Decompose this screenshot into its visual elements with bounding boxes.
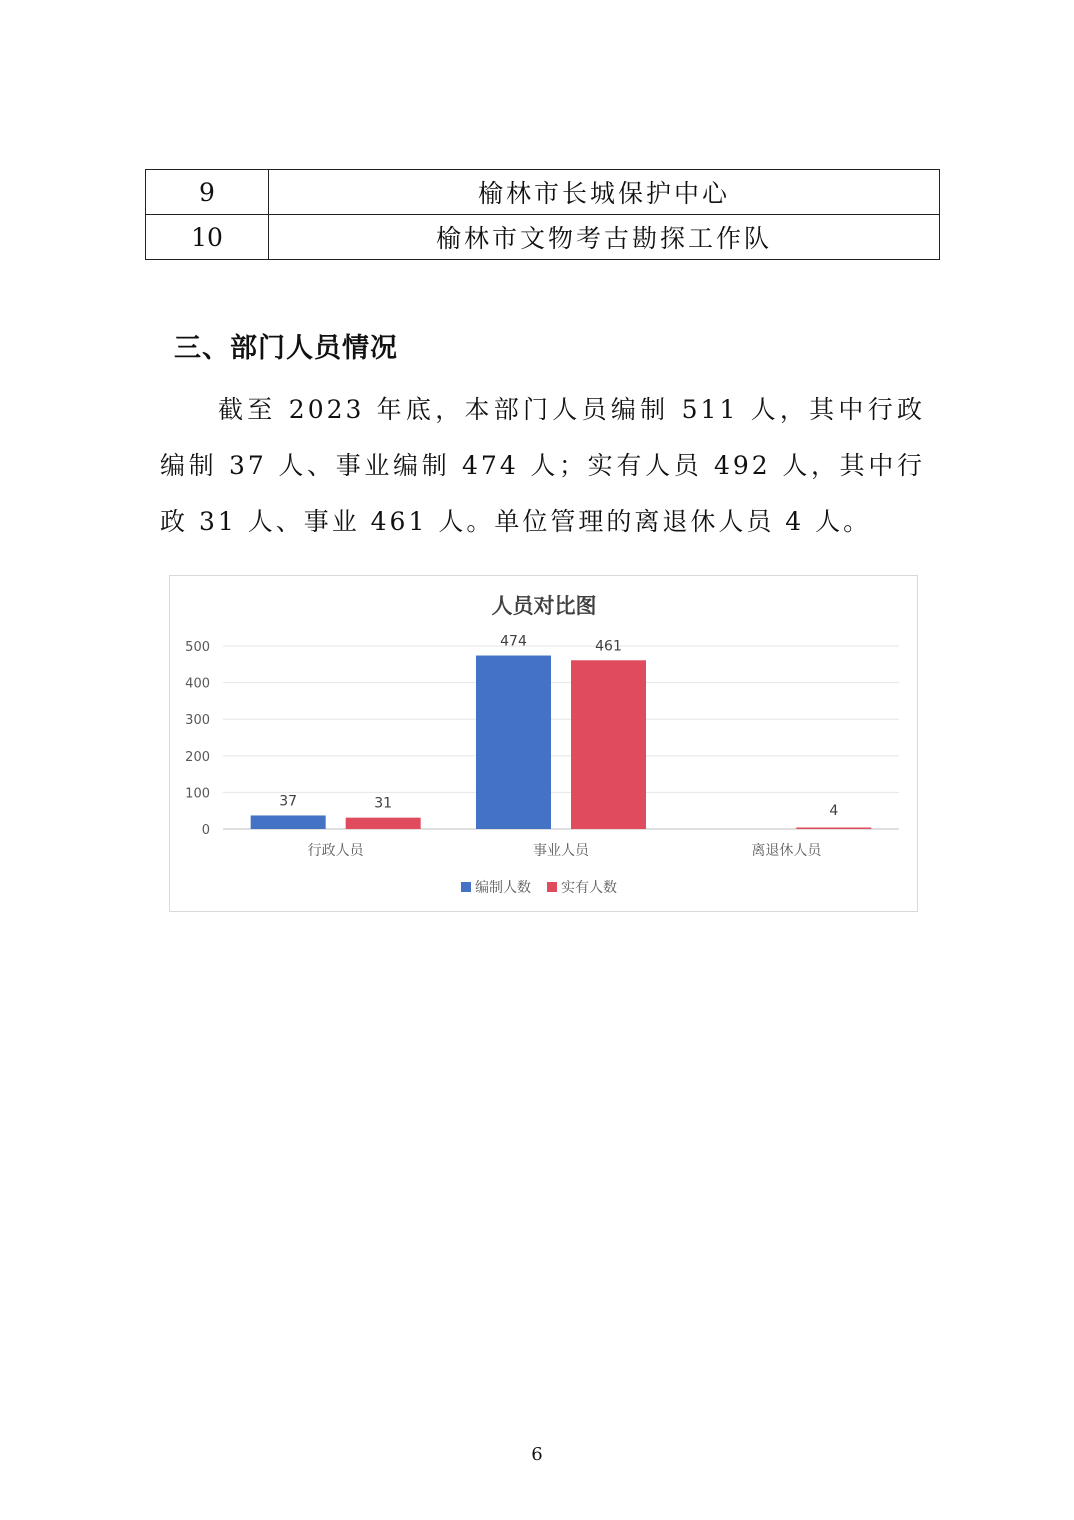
chart-y-axis bbox=[185, 640, 210, 838]
chart-x-axis bbox=[308, 842, 823, 859]
y-tick-label: 100 bbox=[185, 786, 210, 802]
chart-bar bbox=[251, 815, 326, 829]
table-row bbox=[146, 170, 940, 215]
y-tick-label: 0 bbox=[201, 823, 210, 838]
legend-swatch bbox=[547, 882, 557, 892]
chart-canvas bbox=[170, 576, 919, 913]
data-label: 4 bbox=[829, 803, 839, 819]
data-label: 31 bbox=[374, 795, 393, 812]
chart-bar bbox=[796, 828, 871, 830]
legend-label: 实有人数 bbox=[561, 880, 617, 896]
section-heading: 三、部门人员情况 bbox=[174, 333, 398, 364]
table-row bbox=[146, 215, 940, 260]
unit-name: 榆林市长城保护中心 bbox=[269, 170, 940, 215]
y-tick-label: 300 bbox=[185, 713, 210, 729]
data-label: 37 bbox=[279, 793, 298, 810]
data-label: 474 bbox=[500, 633, 527, 650]
x-category-label: 离退休人员 bbox=[751, 843, 822, 859]
y-tick-label: 200 bbox=[185, 749, 210, 765]
chart-bar bbox=[346, 818, 421, 829]
row-number: 9 bbox=[146, 170, 269, 215]
y-tick-label: 400 bbox=[185, 676, 210, 692]
staff-paragraph: 截至 2023 年底，本部门人员编制 511 人，其中行政编制 37 人、事业编制 474 人；实有人员 492 人，其中行政 31 人、事业 461 人。单位管理的离退休人员 4 人。 bbox=[160, 395, 925, 536]
y-tick-label: 500 bbox=[185, 640, 210, 655]
legend-swatch bbox=[461, 882, 471, 892]
unit-name: 榆林市文物考古勘探工作队 bbox=[269, 215, 940, 260]
staff-comparison-chart bbox=[169, 575, 918, 912]
chart-title: 人员对比图 bbox=[491, 594, 597, 618]
x-category-label: 事业人员 bbox=[533, 843, 589, 859]
unit-table bbox=[145, 169, 940, 260]
chart-bar bbox=[571, 660, 646, 829]
row-number: 10 bbox=[146, 215, 269, 260]
chart-data-labels bbox=[279, 634, 838, 819]
chart-bar bbox=[476, 656, 551, 829]
chart-legend bbox=[461, 879, 617, 896]
data-label: 461 bbox=[595, 638, 622, 655]
x-category-label: 行政人员 bbox=[307, 843, 364, 859]
chart-bars bbox=[251, 656, 872, 829]
page-number: 6 bbox=[531, 1444, 543, 1465]
chart-gridlines bbox=[223, 646, 899, 829]
legend-label: 编制人数 bbox=[475, 880, 531, 896]
